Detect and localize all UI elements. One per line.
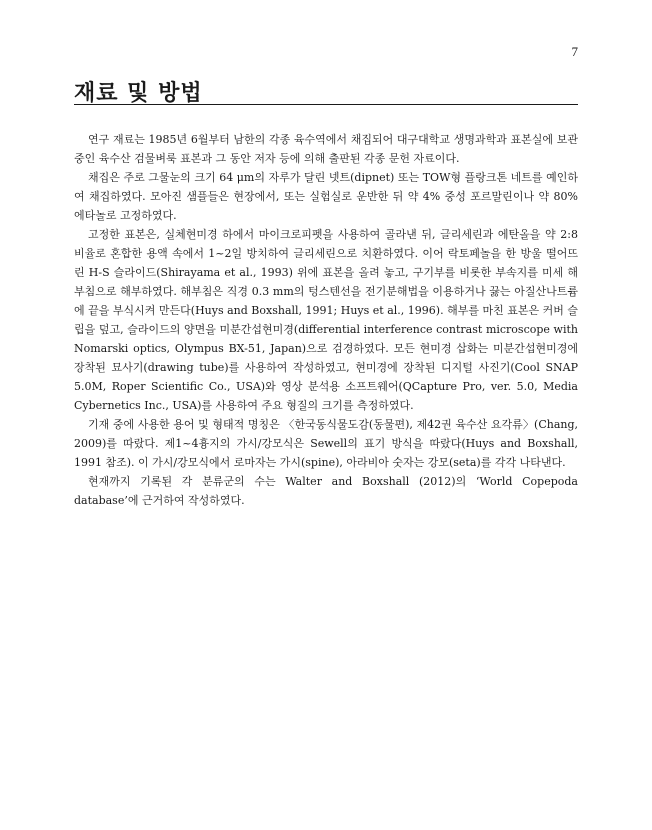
page-number: 7 <box>571 44 578 59</box>
paragraph-materials: 연구 재료는 1985년 6월부터 남한의 각종 육수역에서 채집되어 대구대학교 생명과학과 표본실에 보관중인 육수산 검물벼룩 표본과 그 동안 저자 등에 의해 출판된 각종 문헌 자료이다. <box>74 133 578 165</box>
paragraph-taxa-count: 현재까지 기록된 각 분류군의 수는 Walter and Boxshall (2012)의 ‘World Copepoda database’에 근거하여 작성하였다. <box>74 475 578 507</box>
section-heading: 재료 및 방법 <box>74 81 203 106</box>
paragraph-dissection: 고정한 표본은, 실체현미경 하에서 마이크로피펫을 사용하여 골라낸 뒤, 글리세린과 에탄올을 약 2:8 비율로 혼합한 용액 속에서 1~2일 방치하여 글리세린으로 치환하였다. 이어 락토페놀을 한 방울 떨어뜨린 H-S 슬라이드(Shirayama et al., 1993) 위에 표본을 올려 놓고, 구기부를 비롯한 부속지를 미세 해부침으로 해부하였다. 해부침은 직경 0.3 mm의 텅스텐선을 전기분해법을 이용하거나 끓는 아질산나트륨에 끝을 부식시켜 만든다(Huys and Boxshall, 1991; Huys et al., 1996). 해부를 마친 표본은 커버 슬립을 덮고, 슬라이드의 양면을 미분간섭현미경(differential interference contrast microscope with Nomarski optics, Olympus BX-51, Japan)으로 검경하였다. 모든 현미경 삽화는 미분간섭현미경에 장착된 묘사기(drawing tube)를 사용하여 작성하였고, 현미경에 장착된 디지털 사진기(Cool SNAP 5.0M, Roper Scientific Co., USA)와 영상 분석용 소프트웨어(QCapture Pro, ver. 5.0, Media Cybernetics Inc., USA)를 사용하여 주요 형질의 크기를 측정하였다. <box>74 228 578 412</box>
heading-rule <box>74 104 578 105</box>
paragraph-collection: 채집은 주로 그물눈의 크기 64 μm의 자루가 달린 넷트(dipnet) 또는 TOW형 플랑크톤 네트를 예인하여 채집하였다. 모아진 샘플들은 현장에서, 또는 실험실로 운반한 뒤 약 4% 중성 포르말린이나 약 80% 에타놀로 고정하였다. <box>74 171 578 222</box>
paragraph-terminology: 기재 중에 사용한 용어 및 형태적 명칭은 〈한국동식물도감(동물편), 제42권 육수산 요각류〉(Chang, 2009)를 따랐다. 제1~4흉지의 가시/강모식은 Sewell의 표기 방식을 따랐다(Huys and Boxshall, 1991 참조). 이 가시/강모식에서 로마자는 가시(spine), 아라비아 숫자는 강모(seta)를 각각 나타낸다. <box>74 418 578 469</box>
body-text <box>74 130 578 510</box>
